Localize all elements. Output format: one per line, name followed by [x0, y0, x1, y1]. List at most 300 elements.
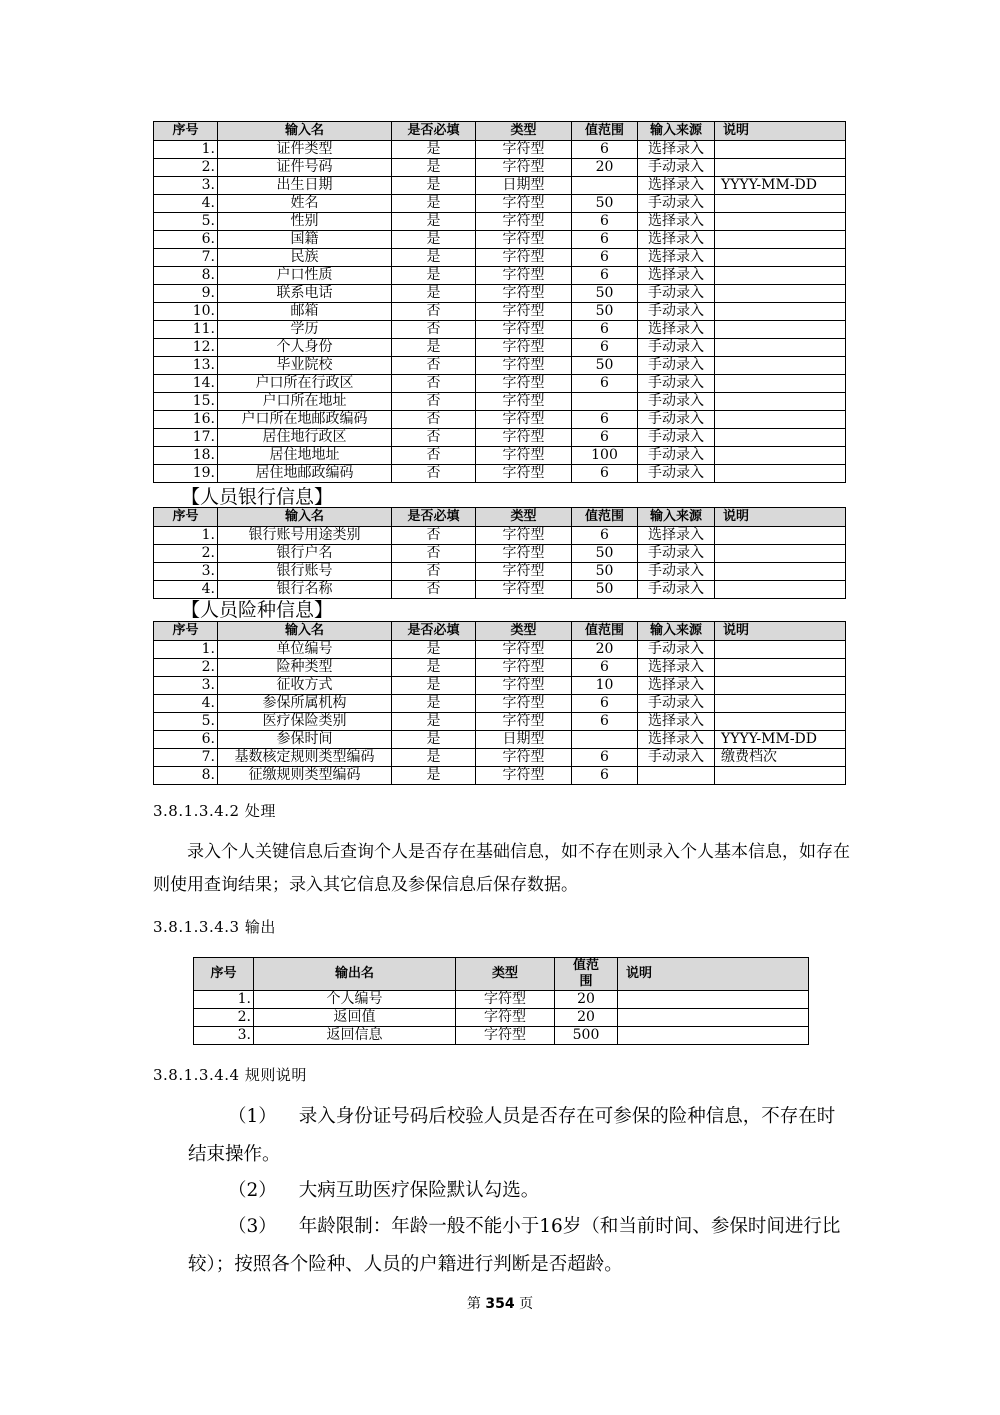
cell-req: 是	[392, 141, 476, 159]
cell-type: 日期型	[476, 731, 572, 749]
table-row	[154, 213, 846, 231]
cell-name: 银行户名	[218, 545, 392, 563]
cell-range: 6	[572, 375, 638, 393]
table-header-row	[154, 622, 846, 641]
table-row	[154, 749, 846, 767]
insurance-info-table	[153, 621, 846, 785]
cell-type: 字符型	[476, 375, 572, 393]
cell-note	[618, 1027, 809, 1045]
cell-name: 出生日期	[218, 177, 392, 195]
cell-source: 选择录入	[638, 677, 715, 695]
cell-name: 银行账号	[218, 563, 392, 581]
col-no-header: 序号	[194, 958, 254, 991]
cell-name: 个人编号	[254, 991, 456, 1009]
col-type-header: 类型	[476, 622, 572, 641]
rule-text: 年龄限制：年龄一般不能小于16岁（和当前时间、参保时间进行比较）；按照各个险种、人员的户籍进行判断是否超龄。	[188, 1216, 841, 1275]
cell-no: 2.	[154, 659, 218, 677]
cell-name: 姓名	[218, 195, 392, 213]
cell-no: 14.	[154, 375, 218, 393]
cell-note	[715, 159, 846, 177]
page-footer	[0, 1293, 1000, 1313]
cell-type: 字符型	[476, 285, 572, 303]
cell-req: 否	[392, 357, 476, 375]
cell-source: 手动录入	[638, 641, 715, 659]
cell-name: 居住地地址	[218, 447, 392, 465]
cell-req: 是	[392, 177, 476, 195]
col-range-header: 值范围	[572, 622, 638, 641]
cell-type: 字符型	[476, 581, 572, 599]
cell-type: 字符型	[476, 749, 572, 767]
cell-no: 8.	[154, 267, 218, 285]
rule-number: （3）	[228, 1216, 277, 1237]
table-row	[154, 231, 846, 249]
cell-range: 6	[572, 429, 638, 447]
cell-no: 6.	[154, 231, 218, 249]
cell-note	[715, 285, 846, 303]
cell-name: 参保时间	[218, 731, 392, 749]
cell-name: 户口性质	[218, 267, 392, 285]
table-row	[154, 527, 846, 545]
cell-source: 手动录入	[638, 195, 715, 213]
cell-req: 是	[392, 695, 476, 713]
rule-text: 录入身份证号码后校验人员是否存在可参保的险种信息，不存在时结束操作。	[188, 1106, 836, 1165]
cell-range: 50	[572, 581, 638, 599]
table-row	[154, 393, 846, 411]
table-body	[154, 641, 846, 785]
cell-note	[715, 321, 846, 339]
footer-prefix: 第	[466, 1296, 481, 1312]
cell-source: 选择录入	[638, 713, 715, 731]
cell-note	[715, 447, 846, 465]
cell-type: 字符型	[476, 563, 572, 581]
table-row	[154, 731, 846, 749]
cell-req: 是	[392, 267, 476, 285]
cell-source: 手动录入	[638, 411, 715, 429]
cell-note	[715, 767, 846, 785]
cell-no: 2.	[154, 545, 218, 563]
cell-source: 手动录入	[638, 357, 715, 375]
cell-name: 户口所在行政区	[218, 375, 392, 393]
cell-type: 字符型	[476, 393, 572, 411]
col-source-header: 输入来源	[638, 622, 715, 641]
cell-no: 16.	[154, 411, 218, 429]
cell-note: YYYY-MM-DD	[715, 177, 846, 195]
cell-name: 户口所在地邮政编码	[218, 411, 392, 429]
cell-note	[715, 141, 846, 159]
cell-type: 字符型	[476, 321, 572, 339]
col-required-header: 是否必填	[392, 508, 476, 527]
cell-type: 字符型	[476, 267, 572, 285]
cell-no: 7.	[154, 749, 218, 767]
table-row	[154, 195, 846, 213]
cell-req: 否	[392, 303, 476, 321]
rule-number: （1）	[228, 1106, 277, 1127]
table-header-row	[154, 122, 846, 141]
table-row	[154, 267, 846, 285]
table-row	[154, 545, 846, 563]
cell-note	[715, 375, 846, 393]
cell-req: 否	[392, 581, 476, 599]
cell-range: 6	[572, 249, 638, 267]
col-note-header: 说明	[715, 122, 846, 141]
cell-range: 20	[555, 1009, 618, 1027]
cell-no: 3.	[154, 563, 218, 581]
cell-name: 银行名称	[218, 581, 392, 599]
cell-range: 6	[572, 411, 638, 429]
cell-range: 20	[572, 641, 638, 659]
table-row	[154, 411, 846, 429]
cell-type: 日期型	[476, 177, 572, 195]
cell-type: 字符型	[476, 213, 572, 231]
cell-req: 是	[392, 231, 476, 249]
table-body	[154, 527, 846, 599]
heading-output: 3.8.1.3.4.3 输出	[153, 918, 276, 936]
cell-name: 民族	[218, 249, 392, 267]
cell-source: 手动录入	[638, 563, 715, 581]
cell-range: 50	[572, 303, 638, 321]
cell-source: 手动录入	[638, 465, 715, 483]
cell-no: 4.	[154, 195, 218, 213]
cell-source: 选择录入	[638, 659, 715, 677]
cell-name: 险种类型	[218, 659, 392, 677]
cell-note: YYYY-MM-DD	[715, 731, 846, 749]
cell-req: 否	[392, 465, 476, 483]
cell-no: 1.	[154, 641, 218, 659]
table-body	[194, 991, 809, 1045]
cell-no: 2.	[194, 1009, 254, 1027]
cell-type: 字符型	[476, 339, 572, 357]
table-row	[154, 285, 846, 303]
cell-source: 手动录入	[638, 545, 715, 563]
cell-no: 9.	[154, 285, 218, 303]
table-row	[194, 1027, 809, 1045]
cell-note	[715, 393, 846, 411]
table-row	[154, 249, 846, 267]
cell-source: 选择录入	[638, 249, 715, 267]
cell-type: 字符型	[476, 677, 572, 695]
cell-type: 字符型	[476, 429, 572, 447]
footer-suffix: 页	[519, 1296, 534, 1312]
table-row	[154, 641, 846, 659]
cell-name: 返回信息	[254, 1027, 456, 1045]
cell-req: 否	[392, 393, 476, 411]
cell-no: 1.	[154, 527, 218, 545]
table-row	[154, 375, 846, 393]
cell-name: 居住地邮政编码	[218, 465, 392, 483]
table-body	[154, 141, 846, 483]
table-row	[154, 339, 846, 357]
cell-range: 6	[572, 749, 638, 767]
cell-source: 选择录入	[638, 231, 715, 249]
rule-text: 大病互助医疗保险默认勾选。	[298, 1180, 540, 1201]
cell-no: 3.	[154, 677, 218, 695]
rule-item-1	[188, 1098, 853, 1174]
cell-note	[715, 563, 846, 581]
cell-range: 6	[572, 213, 638, 231]
cell-note	[715, 465, 846, 483]
cell-type: 字符型	[476, 659, 572, 677]
col-note-header: 说明	[618, 958, 809, 991]
table-row	[154, 677, 846, 695]
cell-no: 6.	[154, 731, 218, 749]
output-table	[193, 957, 809, 1045]
cell-no: 12.	[154, 339, 218, 357]
cell-source: 手动录入	[638, 393, 715, 411]
cell-no: 15.	[154, 393, 218, 411]
cell-req: 是	[392, 731, 476, 749]
cell-no: 1.	[154, 141, 218, 159]
cell-name: 性别	[218, 213, 392, 231]
cell-no: 8.	[154, 767, 218, 785]
cell-note	[715, 267, 846, 285]
cell-range: 6	[572, 713, 638, 731]
cell-name: 个人身份	[218, 339, 392, 357]
bank-info-table	[153, 507, 846, 599]
col-input-name-header: 输入名	[218, 122, 392, 141]
cell-range: 6	[572, 767, 638, 785]
cell-req: 是	[392, 713, 476, 731]
cell-note	[618, 991, 809, 1009]
cell-no: 17.	[154, 429, 218, 447]
cell-name: 邮箱	[218, 303, 392, 321]
cell-range: 6	[572, 659, 638, 677]
cell-source: 选择录入	[638, 141, 715, 159]
cell-type: 字符型	[476, 249, 572, 267]
table-row	[154, 713, 846, 731]
cell-range: 6	[572, 141, 638, 159]
col-input-name-header: 输入名	[218, 508, 392, 527]
cell-type: 字符型	[456, 1009, 555, 1027]
cell-type: 字符型	[456, 1027, 555, 1045]
cell-name: 返回值	[254, 1009, 456, 1027]
cell-range: 6	[572, 465, 638, 483]
cell-req: 是	[392, 249, 476, 267]
cell-note	[715, 303, 846, 321]
cell-range: 500	[555, 1027, 618, 1045]
cell-name: 医疗保险类别	[218, 713, 392, 731]
cell-type: 字符型	[476, 641, 572, 659]
cell-name: 证件类型	[218, 141, 392, 159]
table-header-row	[194, 958, 809, 991]
table-row	[154, 465, 846, 483]
cell-name: 单位编号	[218, 641, 392, 659]
cell-name: 参保所属机构	[218, 695, 392, 713]
cell-range: 50	[572, 545, 638, 563]
cell-source: 选择录入	[638, 527, 715, 545]
col-type-header: 类型	[476, 508, 572, 527]
table-row	[154, 159, 846, 177]
cell-type: 字符型	[476, 545, 572, 563]
table-row	[154, 141, 846, 159]
cell-req: 是	[392, 641, 476, 659]
cell-name: 居住地行政区	[218, 429, 392, 447]
rule-item-2	[188, 1172, 853, 1210]
cell-source: 手动录入	[638, 339, 715, 357]
cell-req: 是	[392, 677, 476, 695]
cell-note	[715, 411, 846, 429]
col-source-header: 输入来源	[638, 508, 715, 527]
col-range-header: 值范围	[555, 958, 618, 991]
cell-no: 10.	[154, 303, 218, 321]
col-note-header: 说明	[715, 622, 846, 641]
cell-note	[715, 231, 846, 249]
cell-range: 6	[572, 339, 638, 357]
cell-type: 字符型	[476, 303, 572, 321]
cell-type: 字符型	[476, 357, 572, 375]
table-row	[154, 303, 846, 321]
cell-note	[715, 249, 846, 267]
cell-note: 缴费档次	[715, 749, 846, 767]
cell-note	[715, 195, 846, 213]
heading-process: 3.8.1.3.4.2 处理	[153, 802, 276, 820]
cell-note	[715, 677, 846, 695]
col-no-header: 序号	[154, 622, 218, 641]
cell-req: 是	[392, 767, 476, 785]
cell-name: 银行账号用途类别	[218, 527, 392, 545]
heading-rules: 3.8.1.3.4.4 规则说明	[153, 1066, 307, 1084]
cell-range: 50	[572, 285, 638, 303]
cell-note	[715, 545, 846, 563]
table-row	[154, 447, 846, 465]
cell-type: 字符型	[476, 527, 572, 545]
col-no-header: 序号	[154, 122, 218, 141]
cell-req: 否	[392, 545, 476, 563]
cell-range	[572, 731, 638, 749]
col-type-header: 类型	[476, 122, 572, 141]
col-range-header: 值范围	[572, 122, 638, 141]
cell-note	[715, 659, 846, 677]
cell-req: 否	[392, 563, 476, 581]
cell-source: 手动录入	[638, 447, 715, 465]
cell-range: 6	[572, 321, 638, 339]
cell-no: 7.	[154, 249, 218, 267]
cell-range: 50	[572, 195, 638, 213]
col-note-header: 说明	[715, 508, 846, 527]
cell-note	[715, 641, 846, 659]
cell-source: 选择录入	[638, 731, 715, 749]
table-row	[194, 991, 809, 1009]
cell-source: 手动录入	[638, 695, 715, 713]
cell-type: 字符型	[476, 411, 572, 429]
cell-no: 5.	[154, 713, 218, 731]
cell-no: 2.	[154, 159, 218, 177]
cell-req: 否	[392, 429, 476, 447]
cell-note	[618, 1009, 809, 1027]
cell-note	[715, 527, 846, 545]
table-row	[154, 563, 846, 581]
cell-type: 字符型	[476, 713, 572, 731]
cell-req: 是	[392, 659, 476, 677]
cell-range: 100	[572, 447, 638, 465]
cell-no: 1.	[194, 991, 254, 1009]
col-input-name-header: 输入名	[218, 622, 392, 641]
col-output-name-header: 输出名	[254, 958, 456, 991]
cell-type: 字符型	[456, 991, 555, 1009]
cell-no: 19.	[154, 465, 218, 483]
rule-item-3	[188, 1208, 853, 1284]
cell-source: 手动录入	[638, 303, 715, 321]
cell-name: 征收方式	[218, 677, 392, 695]
cell-range	[572, 393, 638, 411]
cell-source: 选择录入	[638, 213, 715, 231]
table-row	[154, 429, 846, 447]
cell-name: 户口所在地址	[218, 393, 392, 411]
cell-no: 4.	[154, 581, 218, 599]
cell-no: 3.	[194, 1027, 254, 1045]
cell-source: 手动录入	[638, 749, 715, 767]
cell-source: 手动录入	[638, 429, 715, 447]
table-row	[154, 767, 846, 785]
cell-type: 字符型	[476, 159, 572, 177]
personal-info-table	[153, 121, 846, 483]
col-type-header: 类型	[456, 958, 555, 991]
cell-note	[715, 695, 846, 713]
cell-no: 5.	[154, 213, 218, 231]
table-row	[154, 177, 846, 195]
cell-req: 否	[392, 321, 476, 339]
cell-source: 选择录入	[638, 267, 715, 285]
cell-req: 是	[392, 749, 476, 767]
table-row	[154, 695, 846, 713]
table-row	[194, 1009, 809, 1027]
cell-note	[715, 713, 846, 731]
cell-req: 是	[392, 285, 476, 303]
cell-name: 国籍	[218, 231, 392, 249]
cell-type: 字符型	[476, 767, 572, 785]
cell-range: 50	[572, 563, 638, 581]
table-row	[154, 357, 846, 375]
cell-range: 6	[572, 267, 638, 285]
cell-source: 选择录入	[638, 321, 715, 339]
cell-no: 4.	[154, 695, 218, 713]
table-row	[154, 581, 846, 599]
cell-req: 否	[392, 527, 476, 545]
bank-section-title: 【人员银行信息】	[181, 486, 334, 508]
cell-source: 手动录入	[638, 285, 715, 303]
cell-req: 是	[392, 339, 476, 357]
table-row	[154, 321, 846, 339]
cell-note	[715, 339, 846, 357]
cell-note	[715, 581, 846, 599]
cell-range: 20	[572, 159, 638, 177]
col-no-header: 序号	[154, 508, 218, 527]
cell-range: 20	[555, 991, 618, 1009]
col-source-header: 输入来源	[638, 122, 715, 141]
insurance-section-title: 【人员险种信息】	[181, 599, 334, 621]
cell-source: 选择录入	[638, 177, 715, 195]
cell-no: 3.	[154, 177, 218, 195]
cell-source: 手动录入	[638, 581, 715, 599]
cell-type: 字符型	[476, 231, 572, 249]
table-header-row	[154, 508, 846, 527]
cell-note	[715, 357, 846, 375]
cell-no: 11.	[154, 321, 218, 339]
cell-req: 否	[392, 447, 476, 465]
cell-name: 基数核定规则类型编码	[218, 749, 392, 767]
cell-range: 50	[572, 357, 638, 375]
cell-note	[715, 213, 846, 231]
cell-type: 字符型	[476, 447, 572, 465]
cell-name: 证件号码	[218, 159, 392, 177]
process-paragraph: 录入个人关键信息后查询个人是否存在基础信息，如不存在则录入个人基本信息，如存在则使用查询结果；录入其它信息及参保信息后保存数据。	[153, 842, 850, 895]
cell-req: 是	[392, 213, 476, 231]
cell-type: 字符型	[476, 195, 572, 213]
cell-range: 6	[572, 231, 638, 249]
table-row	[154, 659, 846, 677]
page-number: 354	[485, 1296, 515, 1312]
cell-name: 征缴规则类型编码	[218, 767, 392, 785]
col-required-header: 是否必填	[392, 122, 476, 141]
